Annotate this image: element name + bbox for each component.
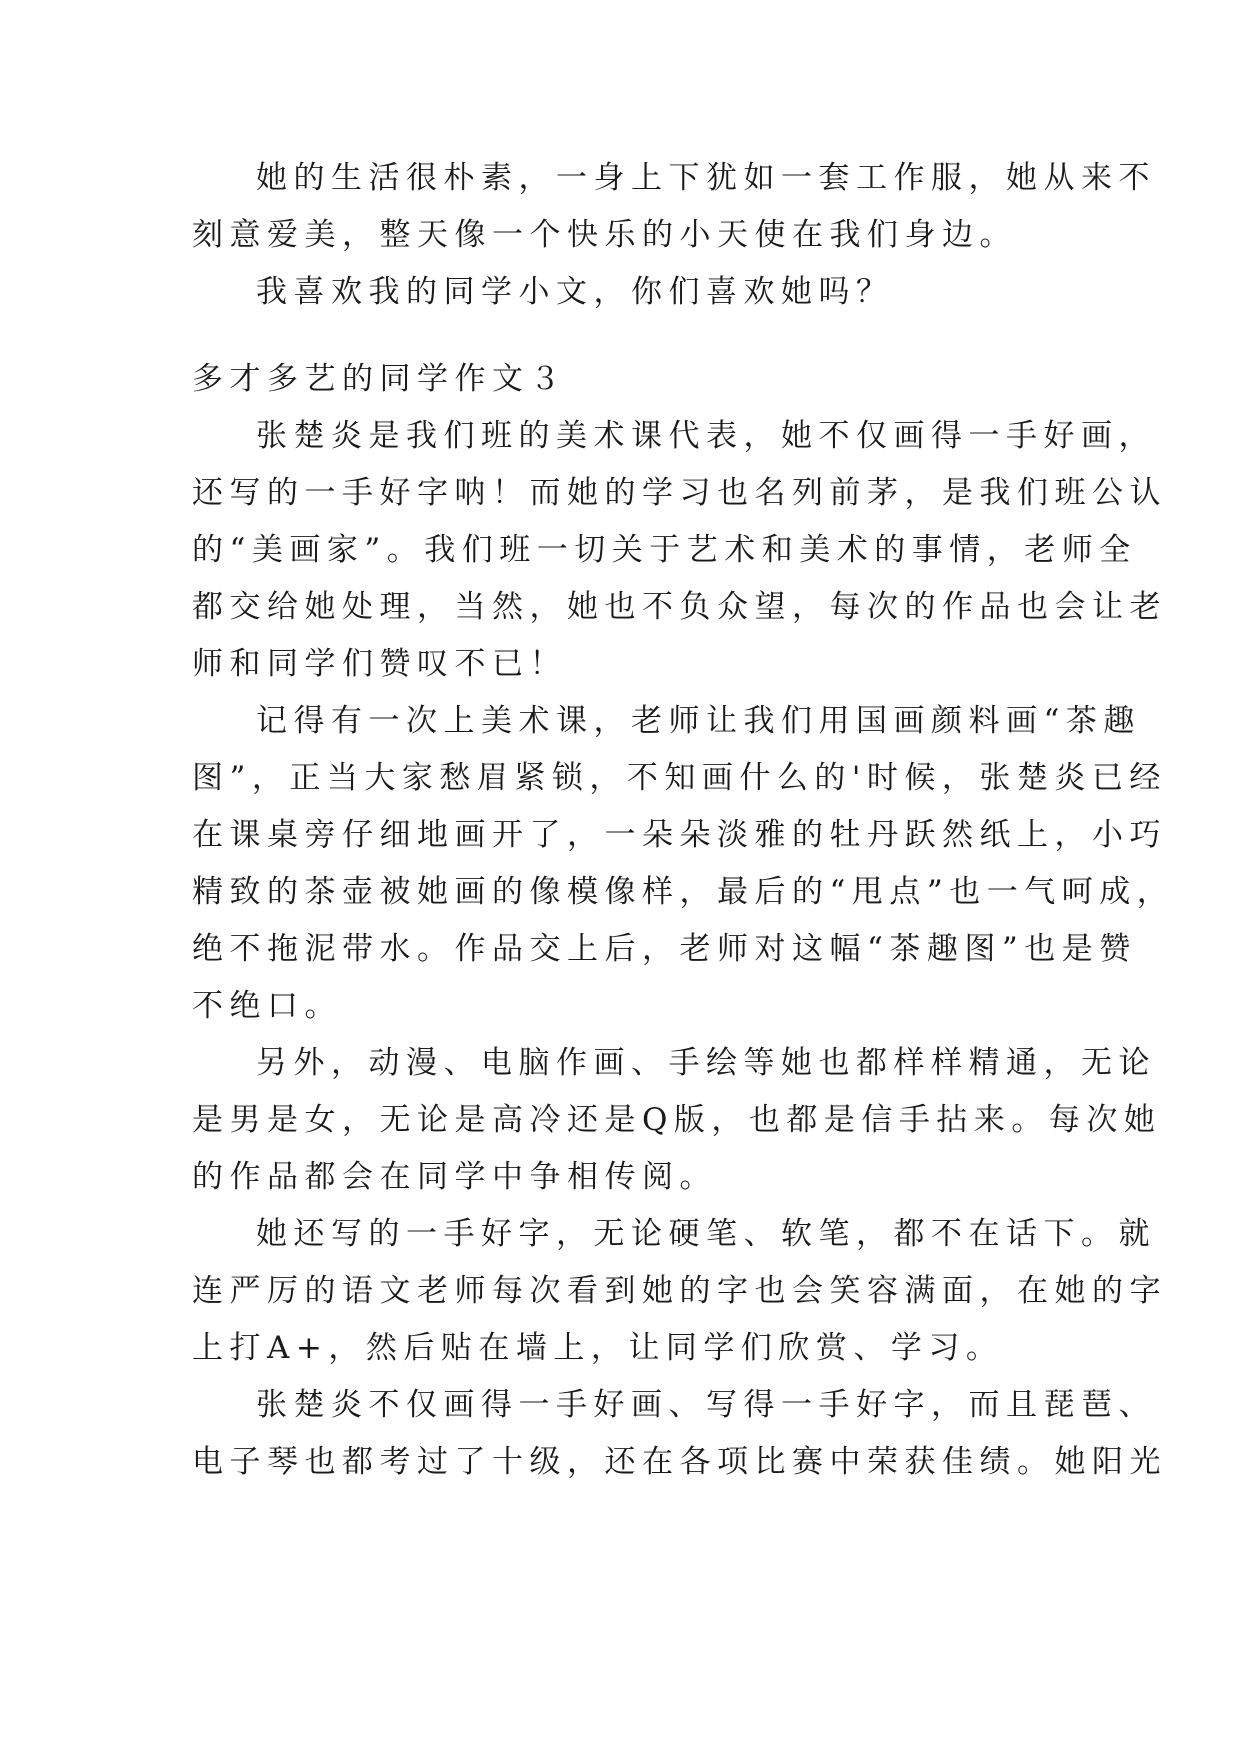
section-heading: 多才多艺的同学作文３ [192,361,567,397]
paragraph-line: 张楚炎不仅画得一手好画、写得一手好字，而且琵琶、 [256,1387,1156,1423]
paragraph-line: 的作品都会在同学中争相传阅。 [192,1159,717,1195]
paragraph-line: 不绝口。 [192,988,342,1024]
paragraph-line: 连严厉的语文老师每次看到她的字也会笑容满面，在她的字 [192,1273,1167,1309]
paragraph-line: 在课桌旁仔细地画开了，一朵朵淡雅的牡丹跃然纸上，小巧 [192,817,1167,853]
paragraph-line: 电子琴也都考过了十级，还在各项比赛中荣获佳绩。她阳光 [192,1444,1167,1480]
paragraph-line: 她的生活很朴素，一身上下犹如一套工作服，她从来不 [256,160,1156,196]
paragraph-line: 上打A+，然后贴在墙上，让同学们欣赏、学习。 [192,1330,1004,1366]
paragraph-line: 都交给她处理，当然，她也不负众望，每次的作品也会让老 [192,589,1167,625]
paragraph-line: 张楚炎是我们班的美术课代表，她不仅画得一手好画， [256,418,1156,454]
paragraph-line: 另外，动漫、电脑作画、手绘等她也都样样精通，无论 [256,1045,1156,1081]
paragraph-line: 图”，正当大家愁眉紧锁，不知画什么的'时候，张楚炎已经 [192,760,1167,796]
paragraph-line: 还写的一手好字呐！而她的学习也名列前茅，是我们班公认 [192,475,1167,511]
paragraph-line: 记得有一次上美术课，老师让我们用国画颜料画“茶趣 [256,703,1141,739]
paragraph-line: 我喜欢我的同学小文，你们喜欢她吗？ [256,274,894,310]
paragraph-line: 精致的茶壶被她画的像模像样，最后的“甩点”也一气呵成， [192,874,1175,910]
paragraph-line: 师和同学们赞叹不已！ [192,646,567,682]
paragraph-line: 她还写的一手好字，无论硬笔、软笔，都不在话下。就 [256,1216,1156,1252]
paragraph-line: 刻意爱美，整天像一个快乐的小天使在我们身边。 [192,217,1017,253]
paragraph-line: 是男是女，无论是高冷还是Q版，也都是信手拈来。每次她 [192,1102,1162,1138]
paragraph-line: 的“美画家”。我们班一切关于艺术和美术的事情，老师全 [192,532,1137,568]
paragraph-line: 绝不拖泥带水。作品交上后，老师对这幅“茶趣图”也是赞 [192,931,1137,967]
